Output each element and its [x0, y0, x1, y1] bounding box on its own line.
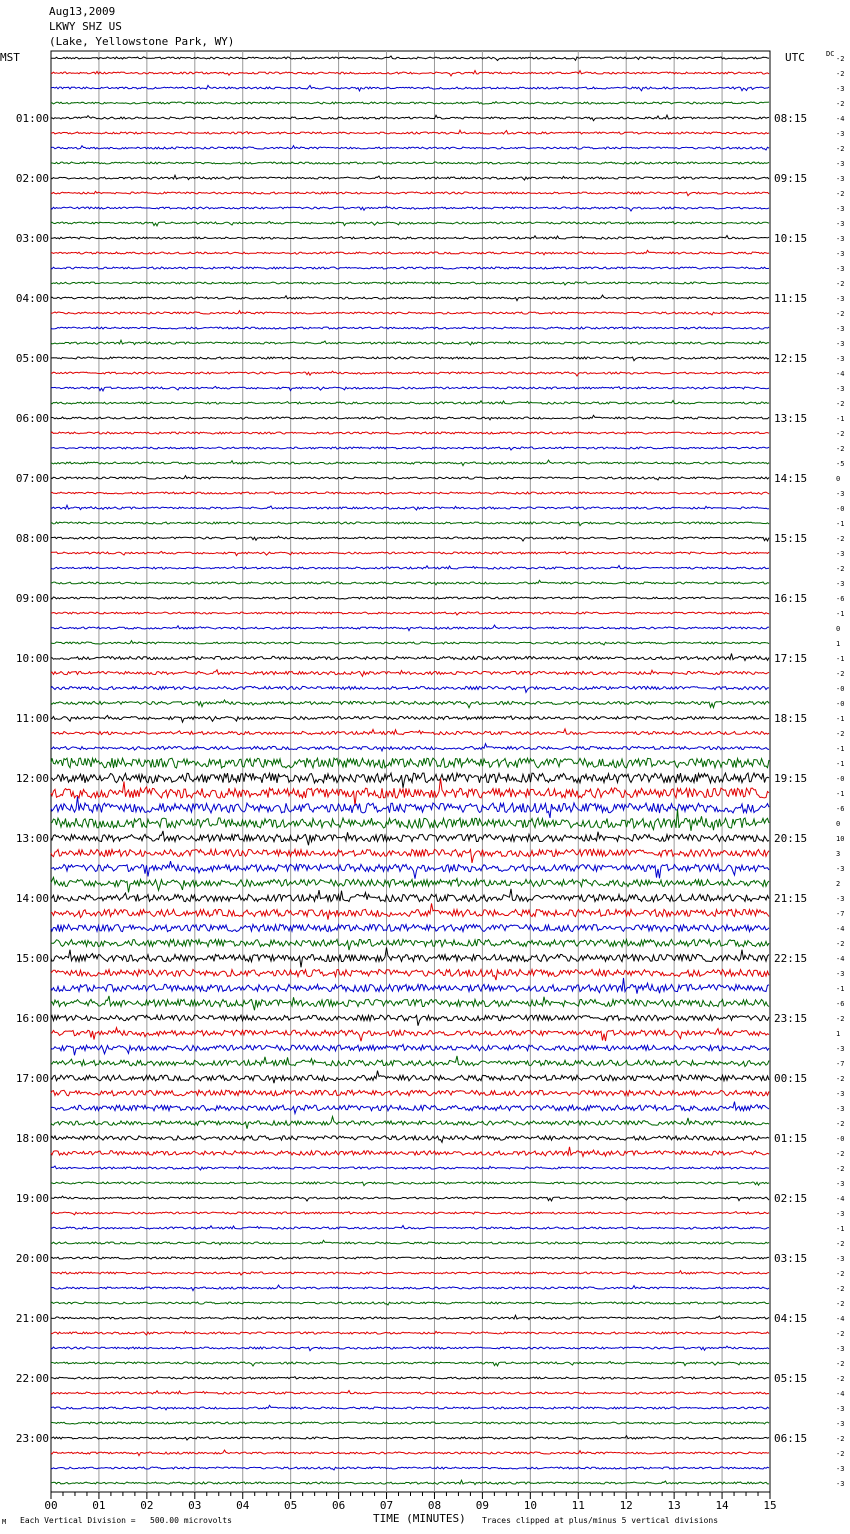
- right-hour-label: 17:15: [774, 652, 808, 665]
- seismic-trace: [51, 729, 769, 735]
- seismic-trace: [51, 267, 769, 269]
- seismic-trace: [51, 1015, 769, 1025]
- seismic-trace: [51, 670, 769, 677]
- left-hour-label: 02:00: [15, 172, 49, 185]
- seismic-trace: [51, 996, 769, 1010]
- header-location: (Lake, Yellowstone Park, WY): [49, 35, 235, 48]
- dc-offset-label: -0: [836, 775, 845, 783]
- dc-offset-label: -1: [836, 985, 845, 993]
- seismic-trace: [51, 130, 769, 134]
- dc-offset-label: -3: [836, 385, 845, 393]
- seismic-trace: [51, 1285, 769, 1291]
- dc-offset-label: -3: [836, 130, 845, 138]
- seismic-trace: [51, 371, 769, 376]
- seismic-trace: [51, 460, 769, 466]
- seismic-trace: [51, 1467, 769, 1470]
- seismic-trace: [51, 903, 769, 919]
- dc-offset-label: -2: [836, 445, 845, 453]
- dc-offset-label: -2: [836, 1270, 845, 1278]
- dc-offset-label: -3: [836, 490, 845, 498]
- right-hour-label: 06:15: [774, 1432, 808, 1445]
- seismic-trace: [51, 1240, 769, 1245]
- x-tick-label: 14: [715, 1499, 729, 1512]
- seismic-trace: [51, 1166, 769, 1170]
- dc-offset-label: -2: [836, 1075, 845, 1083]
- dc-offset-label: -1: [836, 745, 845, 753]
- seismic-trace: [51, 386, 769, 391]
- seismic-trace: [51, 1391, 769, 1395]
- dc-offset-label: -3: [836, 580, 845, 588]
- seismic-trace: [51, 877, 769, 892]
- dc-offset-label: -1: [836, 760, 845, 768]
- dc-offset-label: -2: [836, 1360, 845, 1368]
- dc-offset-label: 10: [836, 835, 845, 843]
- dc-offset-label: -2: [836, 565, 845, 573]
- dc-offset-label: -2: [836, 730, 845, 738]
- dc-offset-label: -2: [836, 1300, 845, 1308]
- footer-logo: M: [2, 1518, 7, 1526]
- seismic-trace: [51, 447, 769, 450]
- seismic-trace: [51, 1196, 769, 1201]
- footer-scale: Each Vertical Division = 500.00 microvolts: [20, 1516, 232, 1525]
- x-tick-label: 05: [284, 1499, 298, 1512]
- seismic-trace: [51, 327, 769, 329]
- seismic-trace: [51, 778, 769, 806]
- dc-offset-label: -4: [836, 1195, 845, 1203]
- dc-offset-label: -3: [836, 220, 845, 228]
- right-hour-label: 13:15: [774, 412, 808, 425]
- x-tick-label: 04: [236, 1499, 250, 1512]
- x-tick-label: 10: [523, 1499, 537, 1512]
- left-hour-label: 10:00: [15, 652, 49, 665]
- right-hour-label: 21:15: [774, 892, 808, 905]
- left-hour-label: 21:00: [15, 1312, 49, 1325]
- dc-offset-label: -3: [836, 355, 845, 363]
- seismic-trace: [51, 1147, 769, 1157]
- seismic-trace: [51, 758, 769, 768]
- seismic-trace: [51, 1302, 769, 1305]
- seismic-trace: [51, 849, 769, 863]
- seismic-trace: [51, 505, 769, 510]
- seismic-trace: [51, 700, 769, 708]
- right-hour-label: 22:15: [774, 952, 808, 965]
- seismic-trace: [51, 1102, 769, 1114]
- x-tick-label: 11: [571, 1499, 585, 1512]
- seismic-trace: [51, 947, 769, 967]
- seismic-trace: [51, 1045, 769, 1056]
- left-hour-label: 20:00: [15, 1252, 49, 1265]
- dc-offset-label: 3: [836, 850, 841, 858]
- dc-offset-label: -2: [836, 1150, 845, 1158]
- dc-offset-label: -3: [836, 1420, 845, 1428]
- dc-offset-label: -6: [836, 1000, 845, 1008]
- seismic-trace: [51, 654, 769, 661]
- dc-offset-label: -4: [836, 1390, 845, 1398]
- right-hour-label: 23:15: [774, 1012, 808, 1025]
- dc-offset-label: -3: [836, 1105, 845, 1113]
- left-hour-label: 23:00: [15, 1432, 49, 1445]
- dc-offset-label: -3: [836, 1045, 845, 1053]
- dc-offset-label: -2: [836, 310, 845, 318]
- dc-offset-label: -3: [836, 1180, 845, 1188]
- dc-offset-label: -2: [836, 1240, 845, 1248]
- dc-offset-label: -3: [836, 340, 845, 348]
- dc-offset-label: -2: [836, 1120, 845, 1128]
- right-hour-label: 05:15: [774, 1372, 808, 1385]
- right-hour-label: 11:15: [774, 292, 808, 305]
- seismic-trace: [51, 1422, 769, 1424]
- dc-offset-label: -0: [836, 1135, 845, 1143]
- seismic-trace: [51, 1405, 769, 1410]
- dc-offset-label: -2: [836, 1375, 845, 1383]
- seismic-trace: [51, 1361, 769, 1366]
- right-hour-label: 20:15: [774, 832, 808, 845]
- right-hour-label: 00:15: [774, 1072, 808, 1085]
- dc-offset-label: -3: [836, 550, 845, 558]
- dc-offset-label: -2: [836, 940, 845, 948]
- dc-offset-label: 0: [836, 475, 841, 483]
- seismic-trace: [51, 1271, 769, 1275]
- left-hour-label: 16:00: [15, 1012, 49, 1025]
- x-tick-label: 06: [331, 1499, 346, 1512]
- seismic-trace: [51, 250, 769, 255]
- seismic-trace: [51, 1331, 769, 1335]
- seismic-trace: [51, 340, 769, 345]
- left-hour-label: 15:00: [15, 952, 49, 965]
- seismic-trace: [51, 809, 769, 831]
- left-hour-label: 12:00: [15, 772, 49, 785]
- dc-offset-label: 0: [836, 625, 841, 633]
- seismic-trace: [51, 924, 769, 931]
- right-hour-label: 01:15: [774, 1132, 808, 1145]
- seismic-trace: [51, 797, 769, 818]
- right-hour-label: 03:15: [774, 1252, 808, 1265]
- dc-label: DC: [826, 50, 835, 58]
- seismic-trace: [51, 295, 769, 301]
- header-date: Aug13,2009: [49, 5, 116, 18]
- seismic-trace: [51, 1346, 769, 1351]
- dc-offset-label: -2: [836, 1015, 845, 1023]
- dc-offset-label: -0: [836, 700, 845, 708]
- dc-offset-label: 2: [836, 880, 841, 888]
- dc-offset-label: -1: [836, 520, 845, 528]
- seismic-trace: [51, 686, 769, 692]
- dc-offset-label: -3: [836, 250, 845, 258]
- seismic-trace: [51, 1480, 769, 1484]
- dc-offset-label: -2: [836, 535, 845, 543]
- right-hour-label: 14:15: [774, 472, 808, 485]
- seismic-trace: [51, 1257, 769, 1259]
- left-hour-label: 18:00: [15, 1132, 49, 1145]
- seismic-trace: [51, 551, 769, 555]
- x-tick-label: 02: [140, 1499, 154, 1512]
- seismic-trace: [51, 939, 769, 950]
- dc-offset-label: -3: [836, 160, 845, 168]
- dc-offset-label: -4: [836, 955, 845, 963]
- dc-offset-label: -7: [836, 1060, 845, 1068]
- left-hour-label: 03:00: [15, 232, 49, 245]
- left-timezone-label: MST: [0, 51, 20, 64]
- seismic-trace: [51, 85, 769, 91]
- seismic-trace: [51, 625, 769, 631]
- seismic-trace: [51, 401, 769, 405]
- dc-offset-label: -3: [836, 970, 845, 978]
- dc-offset-label: -6: [836, 805, 845, 813]
- dc-offset-label: -2: [836, 1450, 845, 1458]
- seismic-trace: [51, 282, 769, 285]
- seismic-trace: [51, 146, 769, 150]
- left-hour-label: 13:00: [15, 832, 49, 845]
- seismic-trace: [51, 115, 769, 121]
- seismic-trace: [51, 432, 769, 434]
- dc-offset-label: 1: [836, 1030, 841, 1038]
- dc-offset-label: -0: [836, 685, 845, 693]
- right-hour-label: 19:15: [774, 772, 808, 785]
- seismic-trace: [51, 1117, 769, 1129]
- dc-offset-label: -1: [836, 1225, 845, 1233]
- x-tick-label: 07: [379, 1499, 394, 1512]
- dc-offset-label: -2: [836, 430, 845, 438]
- right-hour-label: 04:15: [774, 1312, 808, 1325]
- dc-offset-label: -1: [836, 610, 845, 618]
- header-station: LKWY SHZ US: [49, 20, 122, 33]
- dc-offset-label: -2: [836, 1285, 845, 1293]
- seismic-trace: [51, 1436, 769, 1440]
- left-hour-label: 11:00: [15, 712, 49, 725]
- dc-offset-label: -0: [836, 505, 845, 513]
- seismic-trace: [51, 71, 769, 76]
- seismic-trace: [51, 102, 769, 104]
- dc-offset-label: -4: [836, 370, 845, 378]
- seismic-trace: [51, 492, 769, 494]
- right-timezone-label: UTC: [785, 51, 805, 64]
- dc-offset-label: 0: [836, 820, 841, 828]
- dc-offset-label: -3: [836, 235, 845, 243]
- dc-offset-label: -2: [836, 670, 845, 678]
- dc-offset-label: -2: [836, 100, 845, 108]
- right-hour-label: 16:15: [774, 592, 808, 605]
- dc-offset-label: -4: [836, 115, 845, 123]
- seismic-trace: [51, 1071, 769, 1084]
- left-hour-label: 08:00: [15, 532, 49, 545]
- x-axis-title: TIME (MINUTES): [373, 1512, 466, 1525]
- dc-offset-label: -2: [836, 145, 845, 153]
- seismic-trace: [51, 162, 769, 164]
- right-hour-label: 12:15: [774, 352, 808, 365]
- dc-offset-label: 1: [836, 640, 841, 648]
- dc-offset-label: -1: [836, 790, 845, 798]
- seismic-trace: [51, 311, 769, 315]
- dc-offset-label: -2: [836, 55, 845, 63]
- plot-frame: [51, 51, 770, 1492]
- dc-offset-label: -3: [836, 295, 845, 303]
- x-tick-label: 15: [763, 1499, 777, 1512]
- seismic-trace: [51, 716, 769, 723]
- seismic-trace: [51, 566, 769, 570]
- right-hour-label: 02:15: [774, 1192, 808, 1205]
- seismic-trace: [51, 1182, 769, 1186]
- dc-offset-label: -2: [836, 1435, 845, 1443]
- left-hour-label: 17:00: [15, 1072, 49, 1085]
- footer-clip: Traces clipped at plus/minus 5 vertical divisions: [482, 1516, 719, 1525]
- x-tick-label: 13: [667, 1499, 681, 1512]
- dc-offset-label: -3: [836, 1210, 845, 1218]
- dc-offset-label: -3: [836, 1090, 845, 1098]
- dc-offset-label: -2: [836, 400, 845, 408]
- dc-offset-label: -4: [836, 925, 845, 933]
- left-hour-label: 01:00: [15, 112, 49, 125]
- dc-offset-label: -3: [836, 85, 845, 93]
- seismic-trace: [51, 1028, 769, 1042]
- seismic-trace: [51, 236, 769, 240]
- left-hour-label: 22:00: [15, 1372, 49, 1385]
- dc-offset-label: -3: [836, 265, 845, 273]
- dc-offset-label: -2: [836, 1165, 845, 1173]
- seismic-trace: [51, 1136, 769, 1143]
- seismic-trace: [51, 221, 769, 226]
- x-tick-label: 12: [619, 1499, 633, 1512]
- seismic-trace: [51, 206, 769, 211]
- seismic-trace: [51, 1377, 769, 1379]
- x-tick-label: 00: [44, 1499, 58, 1512]
- seismic-trace: [51, 1315, 769, 1319]
- seismic-trace: [51, 1226, 769, 1230]
- dc-offset-label: -3: [836, 325, 845, 333]
- dc-offset-label: -2: [836, 70, 845, 78]
- seismic-trace: [51, 522, 769, 526]
- dc-offset-label: -3: [836, 1405, 845, 1413]
- dc-offset-label: -7: [836, 910, 845, 918]
- dc-offset-label: -3: [836, 1465, 845, 1473]
- seismic-trace: [51, 969, 769, 980]
- seismic-trace: [51, 612, 769, 615]
- seismic-trace: [51, 1450, 769, 1456]
- dc-offset-label: -2: [836, 280, 845, 288]
- seismic-trace: [51, 861, 769, 879]
- left-hour-label: 14:00: [15, 892, 49, 905]
- dc-offset-label: -3: [836, 1255, 845, 1263]
- seismic-trace: [51, 744, 769, 751]
- x-tick-label: 08: [427, 1499, 442, 1512]
- seismic-trace: [51, 476, 769, 480]
- seismic-trace: [51, 580, 769, 585]
- right-hour-label: 10:15: [774, 232, 808, 245]
- dc-offset-label: -2: [836, 190, 845, 198]
- dc-offset-label: -3: [836, 895, 845, 903]
- dc-offset-label: -2: [836, 1330, 845, 1338]
- x-tick-label: 01: [92, 1499, 106, 1512]
- x-tick-label: 03: [188, 1499, 202, 1512]
- right-hour-label: 08:15: [774, 112, 808, 125]
- dc-offset-label: -1: [836, 415, 845, 423]
- right-hour-label: 18:15: [774, 712, 808, 725]
- dc-offset-label: -3: [836, 1345, 845, 1353]
- seismic-trace: [51, 831, 769, 845]
- left-hour-label: 05:00: [15, 352, 49, 365]
- left-hour-label: 19:00: [15, 1192, 49, 1205]
- seismic-trace: [51, 978, 769, 994]
- seismic-trace: [51, 641, 769, 645]
- seismic-trace: [51, 357, 769, 361]
- dc-offset-label: -4: [836, 1315, 845, 1323]
- dc-offset-label: -6: [836, 595, 845, 603]
- x-tick-label: 09: [475, 1499, 490, 1512]
- dc-offset-label: -5: [836, 460, 845, 468]
- dc-offset-label: -3: [836, 205, 845, 213]
- dc-offset-label: -3: [836, 1480, 845, 1488]
- seismic-trace: [51, 175, 769, 180]
- dc-offset-label: -1: [836, 715, 845, 723]
- seismic-trace: [51, 773, 769, 788]
- seismic-trace: [51, 191, 769, 195]
- seismic-trace: [51, 415, 769, 420]
- left-hour-label: 09:00: [15, 592, 49, 605]
- seismic-trace: [51, 1090, 769, 1096]
- seismic-trace: [51, 56, 769, 61]
- left-hour-label: 07:00: [15, 472, 49, 485]
- dc-offset-label: -3: [836, 175, 845, 183]
- dc-offset-label: -3: [836, 865, 845, 873]
- right-hour-label: 09:15: [774, 172, 808, 185]
- seismic-trace: [51, 1056, 769, 1067]
- left-hour-label: 06:00: [15, 412, 49, 425]
- dc-offset-label: -1: [836, 655, 845, 663]
- seismic-trace: [51, 536, 769, 541]
- seismic-trace: [51, 597, 769, 599]
- right-hour-label: 15:15: [774, 532, 808, 545]
- left-hour-label: 04:00: [15, 292, 49, 305]
- seismic-trace: [51, 1212, 769, 1215]
